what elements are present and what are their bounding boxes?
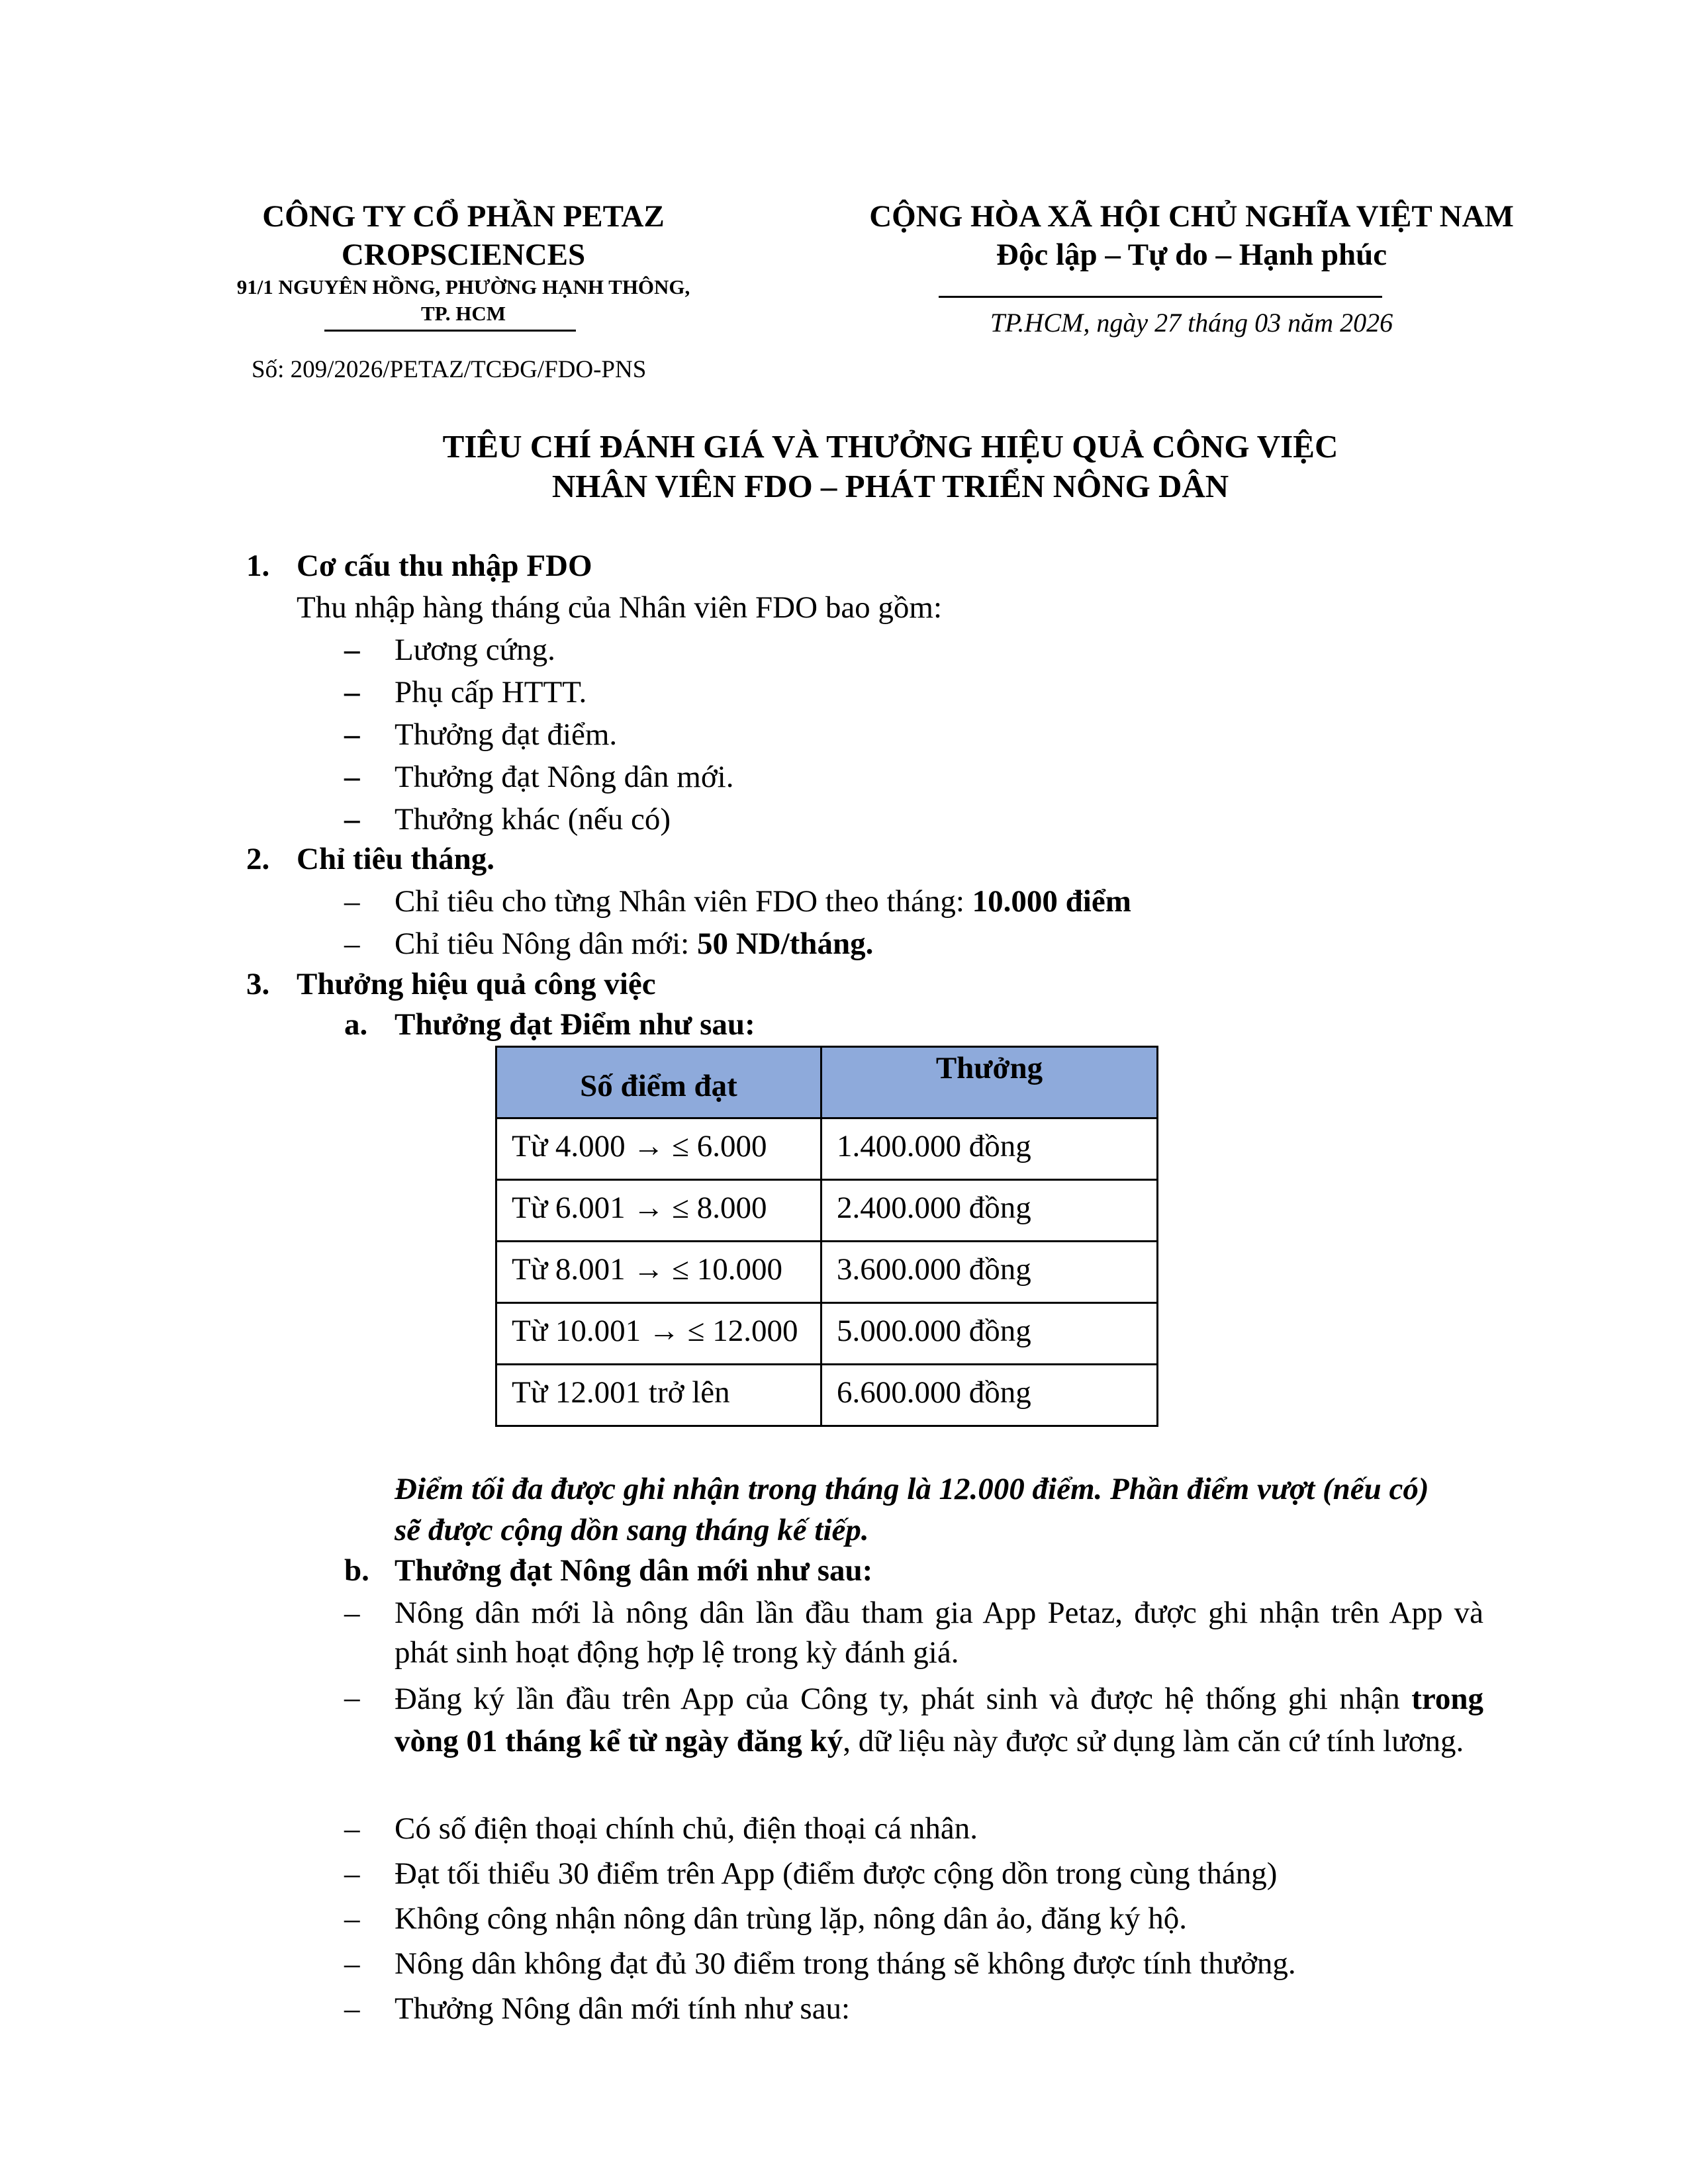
- bullet-dash: –: [344, 717, 360, 752]
- min-points-rule: Đạt tối thiểu 30 điểm trên App (điểm được cộng dồn trong cùng tháng): [395, 1856, 1278, 1891]
- national-motto: Độc lập – Tự do – Hạnh phúc: [996, 238, 1387, 272]
- bullet-dash: –: [344, 1596, 360, 1630]
- section1-heading: Cơ cấu thu nhập FDO: [297, 549, 592, 583]
- income-item-5: Thưởng khác (nếu có): [395, 802, 671, 837]
- new-farmer-definition: Nông dân mới là nông dân lần đầu tham gia App Petaz, được ghi nhận trên App và phát sinh hoạt động hợp lệ trong kỳ đánh giá.: [395, 1596, 1483, 1670]
- table-header-bonus: Thưởng: [821, 1047, 1158, 1118]
- points-range: Từ 4.000 → ≤ 6.000: [496, 1118, 821, 1180]
- bullet-dash: –: [344, 1946, 360, 1981]
- registration-rule: Đăng ký lần đầu trên App của Công ty, phát sinh và được hệ thống ghi nhận trong vòng 01 tháng kể từ ngày đăng ký, dữ liệu này được sử dụng làm căn cứ tính lương.: [395, 1682, 1483, 1758]
- sub-a-label: a.: [344, 1007, 368, 1042]
- section2-number: 2.: [246, 842, 270, 876]
- new-farmer-bonus-intro: Thưởng Nông dân mới tính như sau:: [395, 1991, 851, 2026]
- bullet-dash: –: [344, 675, 360, 709]
- points-range: Từ 8.001 → ≤ 10.000: [496, 1242, 821, 1303]
- bonus-amount: 3.600.000 đồng: [821, 1242, 1158, 1303]
- bullet-dash: –: [344, 1901, 360, 1936]
- company-block: [199, 197, 728, 327]
- bullet-dash: –: [344, 802, 360, 837]
- bullet-dash: –: [344, 1680, 360, 1715]
- sub-a-heading: Thưởng đạt Điểm như sau:: [395, 1007, 755, 1042]
- document-title: [0, 427, 1688, 506]
- table-row: [496, 1118, 1158, 1180]
- company-address-line1: 91/1 NGUYÊN HỒNG, PHƯỜNG HẠNH THÔNG,: [236, 275, 690, 298]
- table-header-points: Số điểm đạt: [496, 1047, 821, 1118]
- bullet-dash: –: [344, 927, 360, 961]
- section3-number: 3.: [246, 967, 270, 1001]
- bonus-amount: 1.400.000 đồng: [821, 1118, 1158, 1180]
- income-item-1: Lương cứng.: [395, 633, 555, 667]
- table-row: [496, 1303, 1158, 1365]
- max-points-note-line1: Điểm tối đa được ghi nhận trong tháng là 12.000 điểm. Phần điểm vượt (nếu có): [395, 1472, 1429, 1506]
- place-date: TP.HCM, ngày 27 tháng 03 năm 2026: [990, 308, 1393, 338]
- company-name-line1: CÔNG TY CỔ PHẦN PETAZ: [262, 199, 665, 234]
- points-range: Từ 12.001 trở lên: [496, 1365, 821, 1426]
- company-address-line2: TP. HCM: [420, 302, 506, 325]
- sub-b-label: b.: [344, 1553, 369, 1588]
- bonus-amount: 2.400.000 đồng: [821, 1180, 1158, 1242]
- bonus-amount: 6.600.000 đồng: [821, 1365, 1158, 1426]
- table-header-row: [496, 1047, 1158, 1118]
- points-range: Từ 10.001 → ≤ 12.000: [496, 1303, 821, 1365]
- points-range: Từ 6.001 → ≤ 8.000: [496, 1180, 821, 1242]
- duplicate-rule: Không công nhận nông dân trùng lặp, nông dân ảo, đăng ký hộ.: [395, 1901, 1187, 1936]
- motto-underline: [939, 296, 1382, 298]
- table-row: [496, 1365, 1158, 1426]
- bullet-dash: –: [344, 1991, 360, 2026]
- income-item-3: Thưởng đạt điểm.: [395, 717, 618, 752]
- section1-intro: Thu nhập hàng tháng của Nhân viên FDO bao gồm:: [297, 590, 943, 625]
- income-item-2: Phụ cấp HTTT.: [395, 675, 587, 709]
- bullet-dash: –: [344, 884, 360, 919]
- table-row: [496, 1180, 1158, 1242]
- sub-b-heading: Thưởng đạt Nông dân mới như sau:: [395, 1553, 873, 1588]
- section1-number: 1.: [246, 549, 270, 583]
- title-line1: TIÊU CHÍ ĐÁNH GIÁ VÀ THƯỞNG HIỆU QUẢ CÔNG VIỆC: [442, 428, 1338, 465]
- section3-heading: Thưởng hiệu quả công việc: [297, 967, 656, 1001]
- bullet-dash: –: [344, 633, 360, 667]
- table-row: [496, 1242, 1158, 1303]
- target-new-farmers: Chỉ tiêu Nông dân mới: 50 ND/tháng.: [395, 927, 874, 961]
- title-line2: NHÂN VIÊN FDO – PHÁT TRIỂN NÔNG DÂN: [551, 468, 1229, 504]
- target-points: Chỉ tiêu cho từng Nhân viên FDO theo tháng: 10.000 điểm: [395, 884, 1131, 919]
- bonus-amount: 5.000.000 đồng: [821, 1303, 1158, 1365]
- company-name-line2: CROPSCIENCES: [341, 238, 586, 272]
- republic-title: CỘNG HÒA XÃ HỘI CHỦ NGHĨA VIỆT NAM: [869, 199, 1514, 234]
- document-number: Số: 209/2026/PETAZ/TCĐG/FDO-PNS: [252, 356, 647, 383]
- points-bonus-table: [495, 1046, 1158, 1427]
- section2-heading: Chỉ tiêu tháng.: [297, 842, 495, 876]
- bullet-dash: –: [344, 760, 360, 794]
- bullet-dash: –: [344, 1811, 360, 1846]
- no-bonus-rule: Nông dân không đạt đủ 30 điểm trong tháng sẽ không được tính thưởng.: [395, 1946, 1296, 1981]
- company-underline: [324, 330, 576, 332]
- bullet-dash: –: [344, 1856, 360, 1891]
- income-item-4: Thưởng đạt Nông dân mới.: [395, 760, 734, 794]
- republic-block: [827, 197, 1556, 274]
- phone-rule: Có số điện thoại chính chủ, điện thoại cá nhân.: [395, 1811, 978, 1846]
- max-points-note-line2: sẽ được cộng dồn sang tháng kế tiếp.: [395, 1513, 869, 1547]
